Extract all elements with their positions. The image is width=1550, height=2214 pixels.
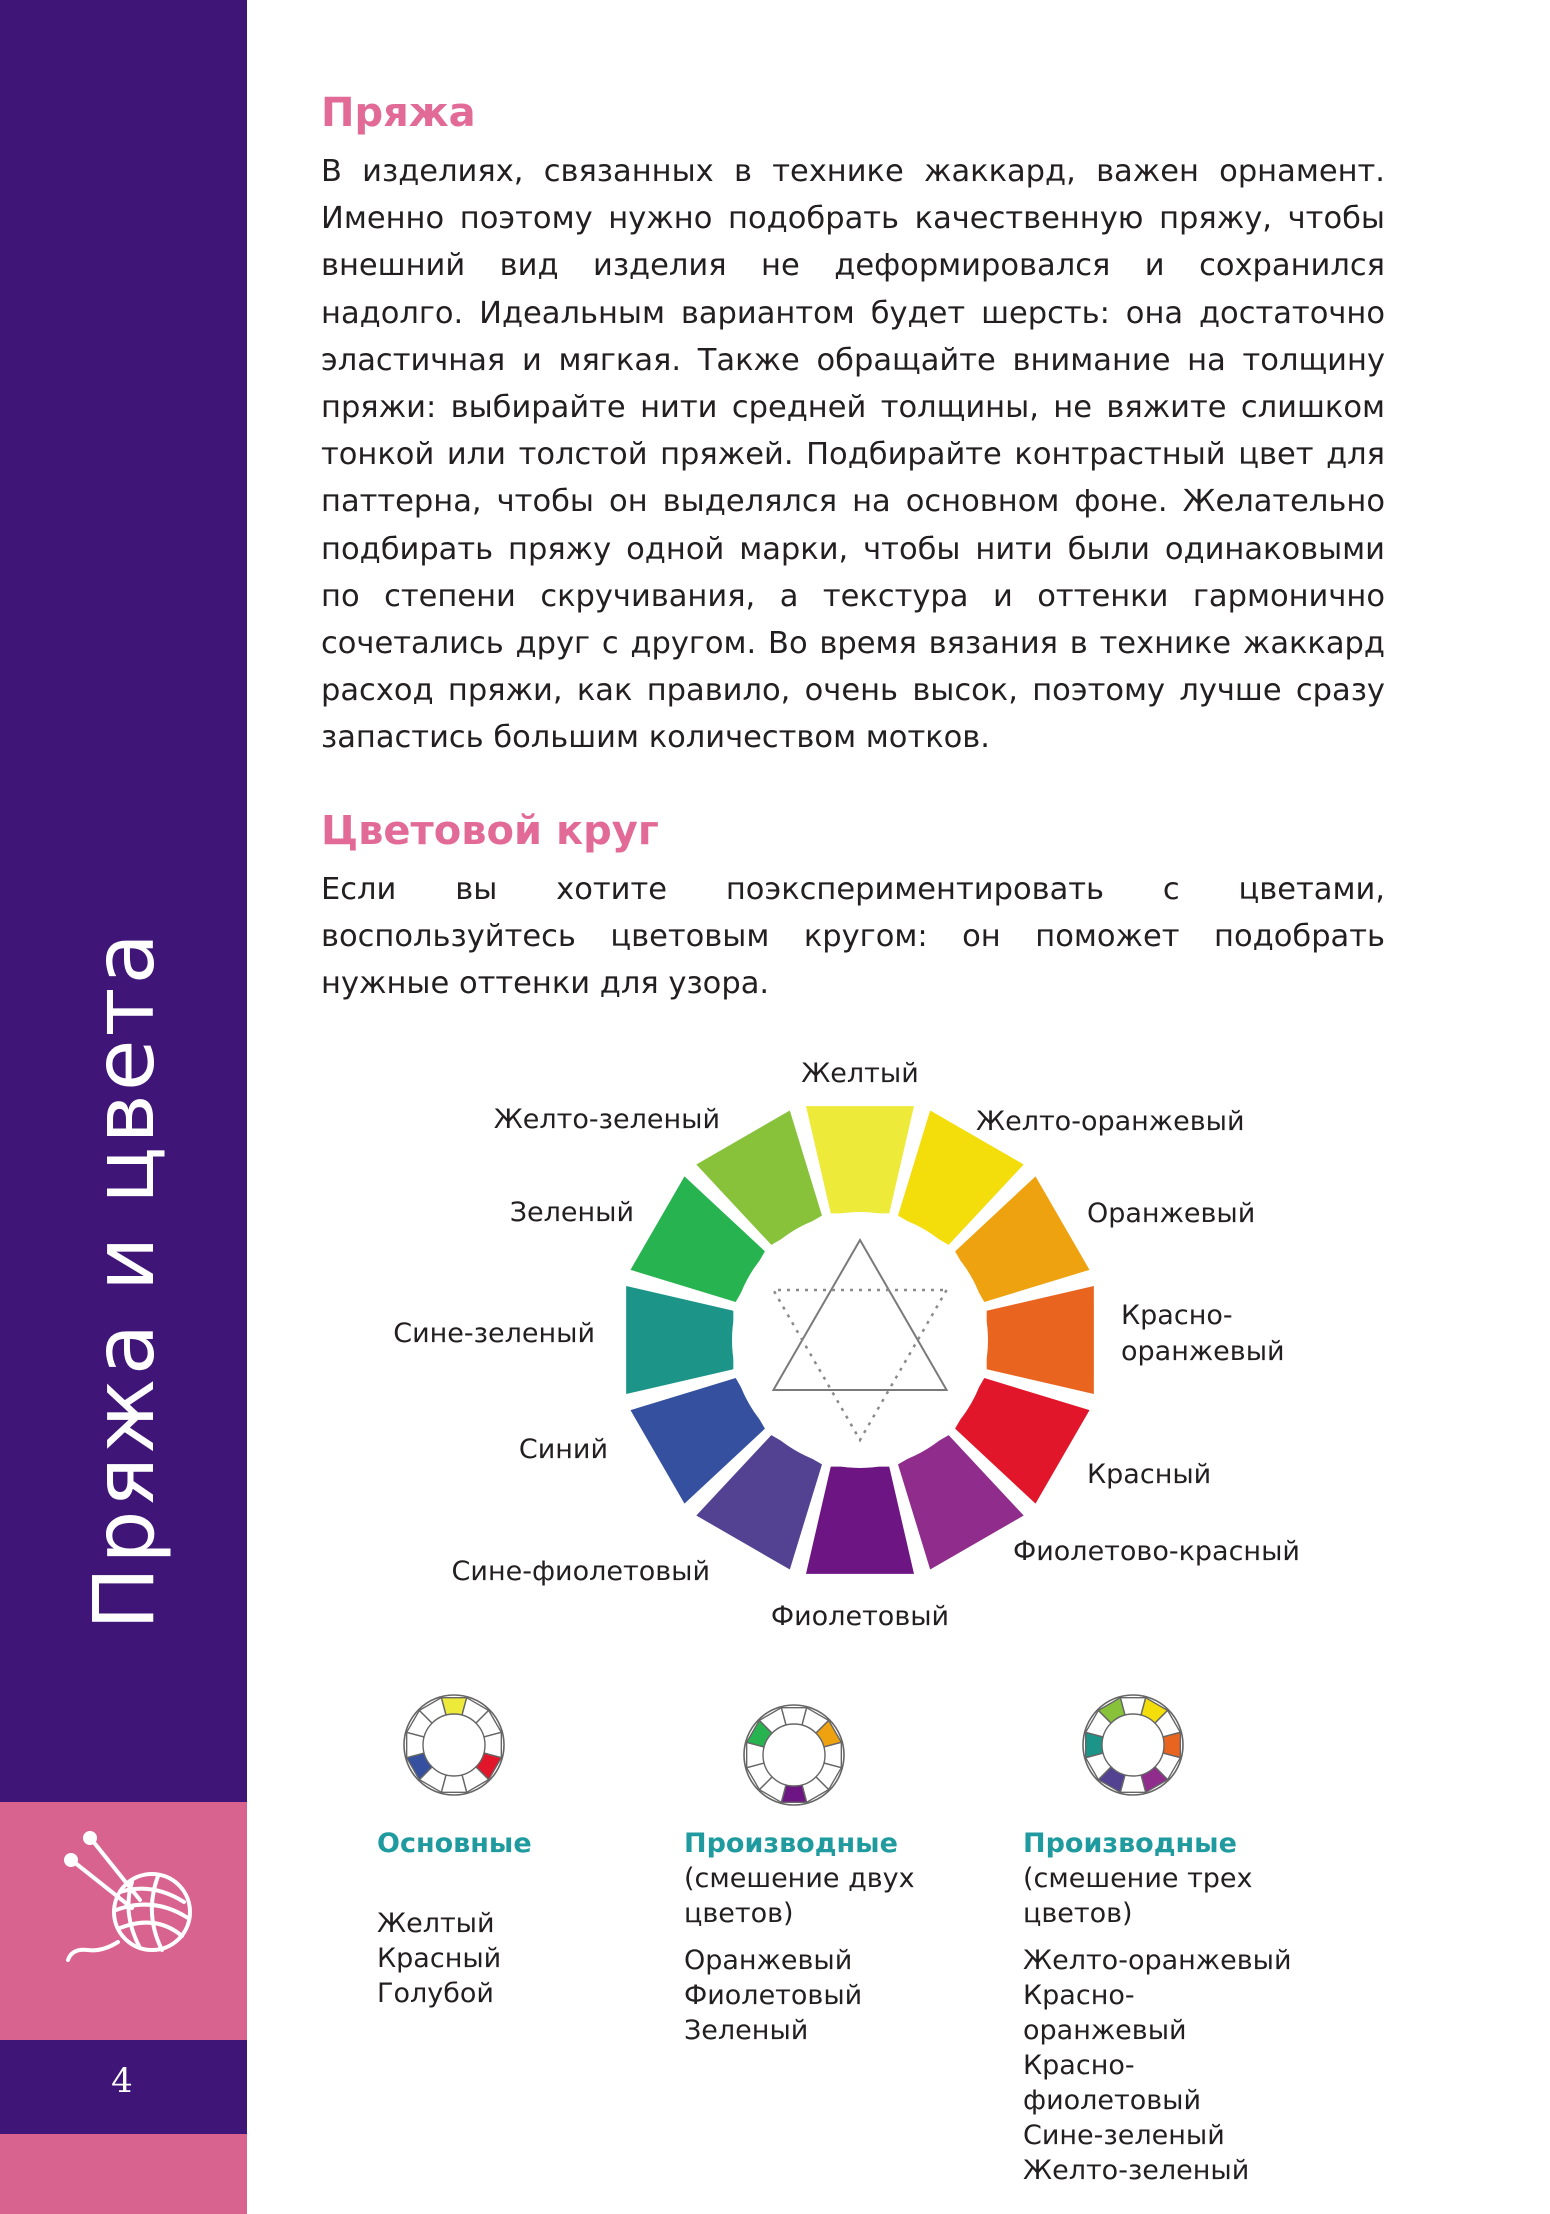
wheel-segment: [987, 1286, 1094, 1394]
wheel-label: Фиолетовый: [770, 1601, 950, 1632]
group-note: (смешение двух цветов): [684, 1863, 915, 1929]
list-item: Желто-зеленый: [1023, 2155, 1250, 2186]
wheel-segment: [626, 1286, 733, 1394]
wheel-segment: [806, 1106, 914, 1213]
list-item: Желто-оранжевый: [1023, 1945, 1292, 1976]
heading-color-wheel: Цветовой круг: [321, 808, 659, 854]
side-title: Пряжа и цвета: [75, 930, 173, 1630]
mini-wheel-primary: [399, 1690, 509, 1800]
wheel-label: Красный: [1087, 1459, 1212, 1490]
list-item: Фиолетовый: [684, 1980, 863, 2011]
wheel-label: Сине-фиолетовый: [451, 1556, 710, 1587]
group-title: Основные: [377, 1828, 532, 1859]
wheel-label: Сине-зеленый: [393, 1318, 595, 1349]
list-item: Зеленый: [684, 2015, 809, 2046]
group-tertiary: [1023, 1826, 1293, 2188]
paragraph-yarn: В изделиях, связанных в технике жаккард, важен орнамент. Именно поэтому нужно подобрать качественную пряжу, чтобы внешний вид изделия не деформировался и сохранился надолго. Идеальным вариантом будет шерсть: она достаточно эластичная и мягкая. Также обращайте внимание на толщину пряжи: выбирайте нити средней толщины, не вяжите слишком тонкой или толстой пряжей. Подбирайте контрастный цвет для паттерна, чтобы он выделялся на основном фоне. Желательно подбирать пряжу одной марки, чтобы нити были одинаковыми по степени скручивания, а текстура и оттенки гармонично сочетались друг с другом. Во время вязания в технике жаккард расход пряжи, как правило, очень высок, поэтому лучше сразу запастись большим количеством мотков.: [321, 154, 1385, 756]
wheel-label: Зеленый: [509, 1197, 634, 1228]
group-list: [377, 1906, 707, 2011]
group-title: Производные: [684, 1828, 898, 1859]
wheel-label: Желто-зеленый: [493, 1104, 720, 1135]
sidebar-pink-footer: [0, 2134, 247, 2214]
wheel-label: Желтый: [801, 1058, 919, 1089]
wheel-label: Красно-оранжевый: [1121, 1300, 1285, 1367]
list-item: Желтый: [377, 1908, 495, 1939]
list-item: Красно-фиолетовый: [1023, 2050, 1202, 2116]
wheel-label: Синий: [518, 1434, 608, 1465]
group-primary: [377, 1826, 707, 2011]
page-number: 4: [111, 2061, 133, 2101]
mini-wheel-secondary: [739, 1700, 849, 1810]
group-secondary: [684, 1826, 954, 2048]
list-item: Оранжевый: [684, 1945, 853, 1976]
list-item: Сине-зеленый: [1023, 2120, 1225, 2151]
group-list: [1023, 1943, 1293, 2188]
mini-wheel-tertiary: [1078, 1690, 1188, 1800]
color-wheel: [370, 1040, 1350, 1640]
list-item: Красный: [377, 1943, 502, 1974]
wheel-label: Фиолетово-красный: [1013, 1536, 1300, 1567]
group-list: [684, 1943, 954, 2048]
paragraph-color-wheel: Если вы хотите поэкспериментировать с цветами, воспользуйтесь цветовым кругом: он поможет подобрать нужные оттенки для узора.: [321, 872, 1385, 1002]
heading-yarn: Пряжа: [321, 90, 476, 136]
yarn-ball-icon: [62, 1830, 212, 1980]
group-note: (смешение трех цветов): [1023, 1863, 1253, 1929]
wheel-label: Желто-оранжевый: [976, 1106, 1245, 1137]
wheel-segment: [806, 1467, 914, 1574]
wheel-label: Оранжевый: [1087, 1198, 1256, 1229]
list-item: Красно-оранжевый: [1023, 1980, 1187, 2046]
group-title: Производные: [1023, 1828, 1237, 1859]
list-item: Голубой: [377, 1978, 494, 2009]
